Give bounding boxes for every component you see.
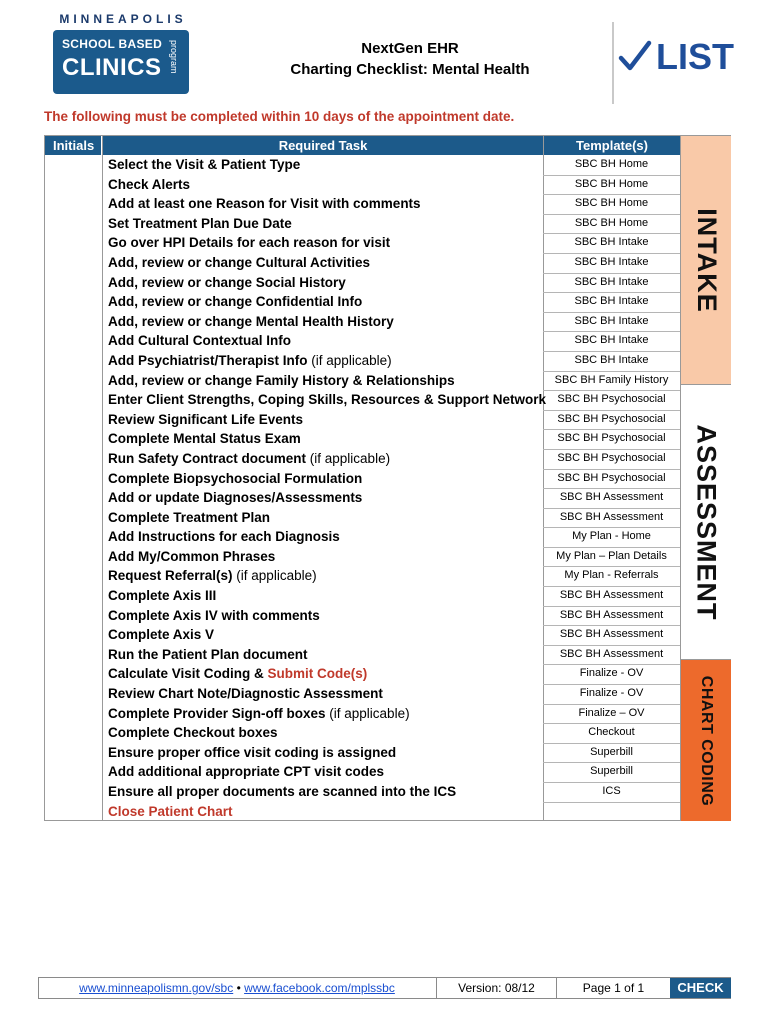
task-text: Enter Client Strengths, Coping Skills, Resources & Support Network bbox=[108, 392, 547, 408]
table-row bbox=[45, 762, 681, 782]
table-row bbox=[45, 371, 681, 391]
table-row bbox=[45, 547, 681, 567]
task-rows bbox=[45, 155, 681, 821]
template-cell: SBC BH Assessment bbox=[543, 645, 680, 666]
task-text: Add at least one Reason for Visit with comments bbox=[108, 196, 421, 212]
template-cell: My Plan - Home bbox=[543, 527, 680, 548]
task-qualifier: (if applicable) bbox=[307, 352, 392, 368]
task-cell bbox=[108, 214, 540, 234]
website-link[interactable]: www.minneapolismn.gov/sbc bbox=[79, 981, 234, 995]
task-cell bbox=[108, 802, 540, 822]
task-cell bbox=[108, 331, 540, 351]
footer-check-badge: CHECK bbox=[670, 978, 731, 998]
template-cell: SBC BH Psychosocial bbox=[543, 449, 680, 470]
task-text: Select the Visit & Patient Type bbox=[108, 157, 301, 172]
template-cell: SBC BH Intake bbox=[543, 292, 680, 313]
task-cell bbox=[108, 312, 540, 332]
template-cell: SBC BH Assessment bbox=[543, 488, 680, 509]
table-row bbox=[45, 527, 681, 547]
template-cell: Finalize - OV bbox=[543, 664, 680, 685]
deadline-note: The following must be completed within 10 days of the appointment date. bbox=[44, 109, 515, 124]
logo-line2: CLINICS bbox=[62, 54, 162, 81]
logo-top-text: MINNEAPOLIS bbox=[59, 12, 187, 26]
table-row bbox=[45, 351, 681, 371]
footer-page-number: Page 1 of 1 bbox=[556, 978, 670, 998]
table-row bbox=[45, 449, 681, 469]
template-cell: SBC BH Assessment bbox=[543, 625, 680, 646]
facebook-link[interactable]: www.facebook.com/mplssbc bbox=[244, 981, 395, 995]
task-text: Add Psychiatrist/Therapist Info bbox=[108, 352, 308, 368]
table-row bbox=[45, 253, 681, 273]
table-row bbox=[45, 802, 681, 822]
table-row bbox=[45, 606, 681, 626]
template-cell: SBC BH Assessment bbox=[543, 586, 680, 607]
task-text: Ensure all proper documents are scanned into the ICS bbox=[108, 784, 457, 799]
table-row bbox=[45, 684, 681, 704]
template-cell: My Plan - Referrals bbox=[543, 566, 680, 587]
task-cell bbox=[108, 782, 540, 802]
task-text: Add additional appropriate CPT visit codes bbox=[108, 764, 385, 780]
task-highlight-text: Submit Code(s) bbox=[267, 666, 368, 682]
task-text: Request Referral(s) bbox=[108, 568, 233, 584]
task-cell bbox=[108, 527, 540, 547]
task-cell bbox=[108, 390, 547, 410]
task-text: Add My/Common Phrases bbox=[108, 548, 276, 564]
template-cell: SBC BH Psychosocial bbox=[543, 429, 680, 450]
section-assessment bbox=[681, 385, 731, 659]
template-cell: Superbill bbox=[543, 762, 680, 783]
task-cell bbox=[108, 684, 540, 704]
task-cell bbox=[108, 743, 540, 763]
task-cell bbox=[108, 566, 540, 586]
task-cell bbox=[108, 645, 540, 665]
task-cell bbox=[108, 586, 540, 606]
task-cell bbox=[108, 194, 540, 214]
task-text: Add Cultural Contextual Info bbox=[108, 333, 291, 349]
task-cell bbox=[108, 449, 540, 469]
logo-side-text: program bbox=[169, 40, 179, 74]
table-row bbox=[45, 273, 681, 293]
template-cell: SBC BH Intake bbox=[543, 253, 680, 274]
section-intake-label: INTAKE bbox=[691, 207, 722, 313]
table-row bbox=[45, 782, 681, 802]
task-text: Go over HPI Details for each reason for visit bbox=[108, 235, 391, 251]
task-text: Add, review or change Mental Health History bbox=[108, 313, 394, 329]
template-cell: SBC BH Family History bbox=[543, 371, 680, 392]
header-templates: Template(s) bbox=[543, 136, 680, 155]
task-cell bbox=[108, 253, 540, 273]
task-cell bbox=[108, 469, 540, 489]
logo-box bbox=[53, 30, 189, 94]
task-text: Complete Treatment Plan bbox=[108, 509, 271, 525]
table-row bbox=[45, 214, 681, 234]
template-cell: SBC BH Psychosocial bbox=[543, 469, 680, 490]
template-cell: SBC BH Intake bbox=[543, 312, 680, 333]
section-intake bbox=[681, 136, 731, 385]
header-divider bbox=[612, 22, 614, 104]
template-cell: SBC BH Home bbox=[543, 214, 680, 235]
task-text: Ensure proper office visit coding is assigned bbox=[108, 744, 397, 760]
section-chart-coding bbox=[681, 659, 731, 821]
task-text: Review Significant Life Events bbox=[108, 411, 304, 427]
task-cell bbox=[108, 292, 540, 312]
template-cell: SBC BH Home bbox=[543, 155, 680, 176]
section-coding-label: CHART CODING bbox=[698, 675, 715, 806]
template-cell: SBC BH Assessment bbox=[543, 606, 680, 627]
task-text: Review Chart Note/Diagnostic Assessment bbox=[108, 686, 383, 702]
task-text: Set Treatment Plan Due Date bbox=[108, 215, 292, 231]
task-cell bbox=[108, 723, 540, 743]
task-text: Add, review or change Social History bbox=[108, 274, 346, 290]
page-title bbox=[200, 38, 620, 80]
table-row bbox=[45, 233, 681, 253]
task-cell bbox=[108, 664, 540, 684]
task-cell bbox=[108, 351, 540, 371]
task-cell bbox=[108, 488, 540, 508]
table-row bbox=[45, 469, 681, 489]
template-cell: SBC BH Intake bbox=[543, 331, 680, 352]
table-row bbox=[45, 625, 681, 645]
footer-separator: • bbox=[233, 981, 245, 995]
table-row bbox=[45, 664, 681, 684]
task-cell bbox=[108, 625, 540, 645]
table-row bbox=[45, 194, 681, 214]
title-line2: Charting Checklist: Mental Health bbox=[290, 61, 530, 78]
table-row bbox=[45, 410, 681, 430]
task-text: Add, review or change Cultural Activities bbox=[108, 254, 371, 270]
task-text: Add or update Diagnoses/Assessments bbox=[108, 490, 363, 506]
table-row bbox=[45, 508, 681, 528]
template-cell: SBC BH Intake bbox=[543, 233, 680, 254]
task-cell bbox=[108, 273, 540, 293]
task-cell bbox=[108, 175, 540, 195]
task-text: Run Safety Contract document bbox=[108, 450, 307, 466]
task-text: Complete Axis IV with comments bbox=[108, 607, 320, 623]
template-cell: SBC BH Intake bbox=[543, 273, 680, 294]
template-cell: Checkout bbox=[543, 723, 680, 744]
task-text: Complete Provider Sign-off boxes bbox=[108, 705, 326, 721]
template-cell: Finalize – OV bbox=[543, 704, 680, 725]
table-row bbox=[45, 175, 681, 195]
checklist-table bbox=[44, 135, 731, 821]
footer bbox=[38, 977, 731, 999]
task-text: Complete Checkout boxes bbox=[108, 725, 278, 741]
table-row bbox=[45, 331, 681, 351]
task-cell bbox=[108, 233, 540, 253]
task-highlight-text: Close Patient Chart bbox=[108, 803, 233, 819]
table-row bbox=[45, 488, 681, 508]
table-row bbox=[45, 566, 681, 586]
title-line1: NextGen EHR bbox=[361, 40, 459, 57]
header-initials: Initials bbox=[45, 136, 102, 155]
clinic-logo bbox=[53, 12, 193, 94]
task-cell bbox=[108, 371, 540, 391]
table-row bbox=[45, 586, 681, 606]
task-text: Add, review or change Confidential Info bbox=[108, 294, 363, 310]
task-text: Calculate Visit Coding & bbox=[108, 666, 268, 682]
task-cell bbox=[108, 508, 540, 528]
template-cell: SBC BH Intake bbox=[543, 351, 680, 372]
table-row bbox=[45, 723, 681, 743]
header-required-task: Required Task bbox=[103, 136, 543, 155]
template-cell: SBC BH Home bbox=[543, 194, 680, 215]
task-text: Check Alerts bbox=[108, 176, 191, 192]
task-text: Complete Axis III bbox=[108, 588, 217, 604]
task-cell bbox=[108, 429, 540, 449]
task-text: Complete Axis V bbox=[108, 627, 215, 643]
template-cell: ICS bbox=[543, 782, 680, 803]
footer-links bbox=[39, 978, 435, 998]
table-row bbox=[45, 390, 681, 410]
list-logo-text: LIST bbox=[656, 36, 734, 77]
template-cell: SBC BH Assessment bbox=[543, 508, 680, 529]
checkmark-icon bbox=[618, 39, 652, 75]
table-row bbox=[45, 292, 681, 312]
task-cell bbox=[108, 762, 540, 782]
table-row bbox=[45, 312, 681, 332]
logo-line1: SCHOOL BASED bbox=[62, 37, 163, 51]
task-qualifier: (if applicable) bbox=[306, 450, 391, 466]
task-text: Add, review or change Family History & Relationships bbox=[108, 372, 455, 388]
footer-version: Version: 08/12 bbox=[436, 978, 556, 998]
template-cell: My Plan – Plan Details bbox=[543, 547, 680, 568]
table-row bbox=[45, 429, 681, 449]
table-row bbox=[45, 645, 681, 665]
task-cell bbox=[108, 704, 540, 724]
task-text: Run the Patient Plan document bbox=[108, 646, 308, 662]
task-cell bbox=[108, 410, 540, 430]
template-cell: Finalize - OV bbox=[543, 684, 680, 705]
task-text: Add Instructions for each Diagnosis bbox=[108, 529, 340, 545]
section-assessment-label: ASSESSMENT bbox=[691, 423, 722, 621]
table-row bbox=[45, 155, 681, 175]
task-qualifier: (if applicable) bbox=[232, 568, 317, 584]
task-text: Complete Mental Status Exam bbox=[108, 431, 301, 447]
table-row bbox=[45, 704, 681, 724]
task-cell bbox=[108, 547, 540, 567]
template-cell: SBC BH Psychosocial bbox=[543, 390, 680, 411]
task-text: Complete Biopsychosocial Formulation bbox=[108, 470, 363, 486]
list-logo bbox=[618, 36, 734, 78]
task-cell bbox=[108, 155, 540, 175]
template-cell: SBC BH Psychosocial bbox=[543, 410, 680, 431]
task-cell bbox=[108, 606, 540, 626]
template-cell: SBC BH Home bbox=[543, 175, 680, 196]
table-row bbox=[45, 743, 681, 763]
template-cell: Superbill bbox=[543, 743, 680, 764]
task-qualifier: (if applicable) bbox=[325, 705, 410, 721]
